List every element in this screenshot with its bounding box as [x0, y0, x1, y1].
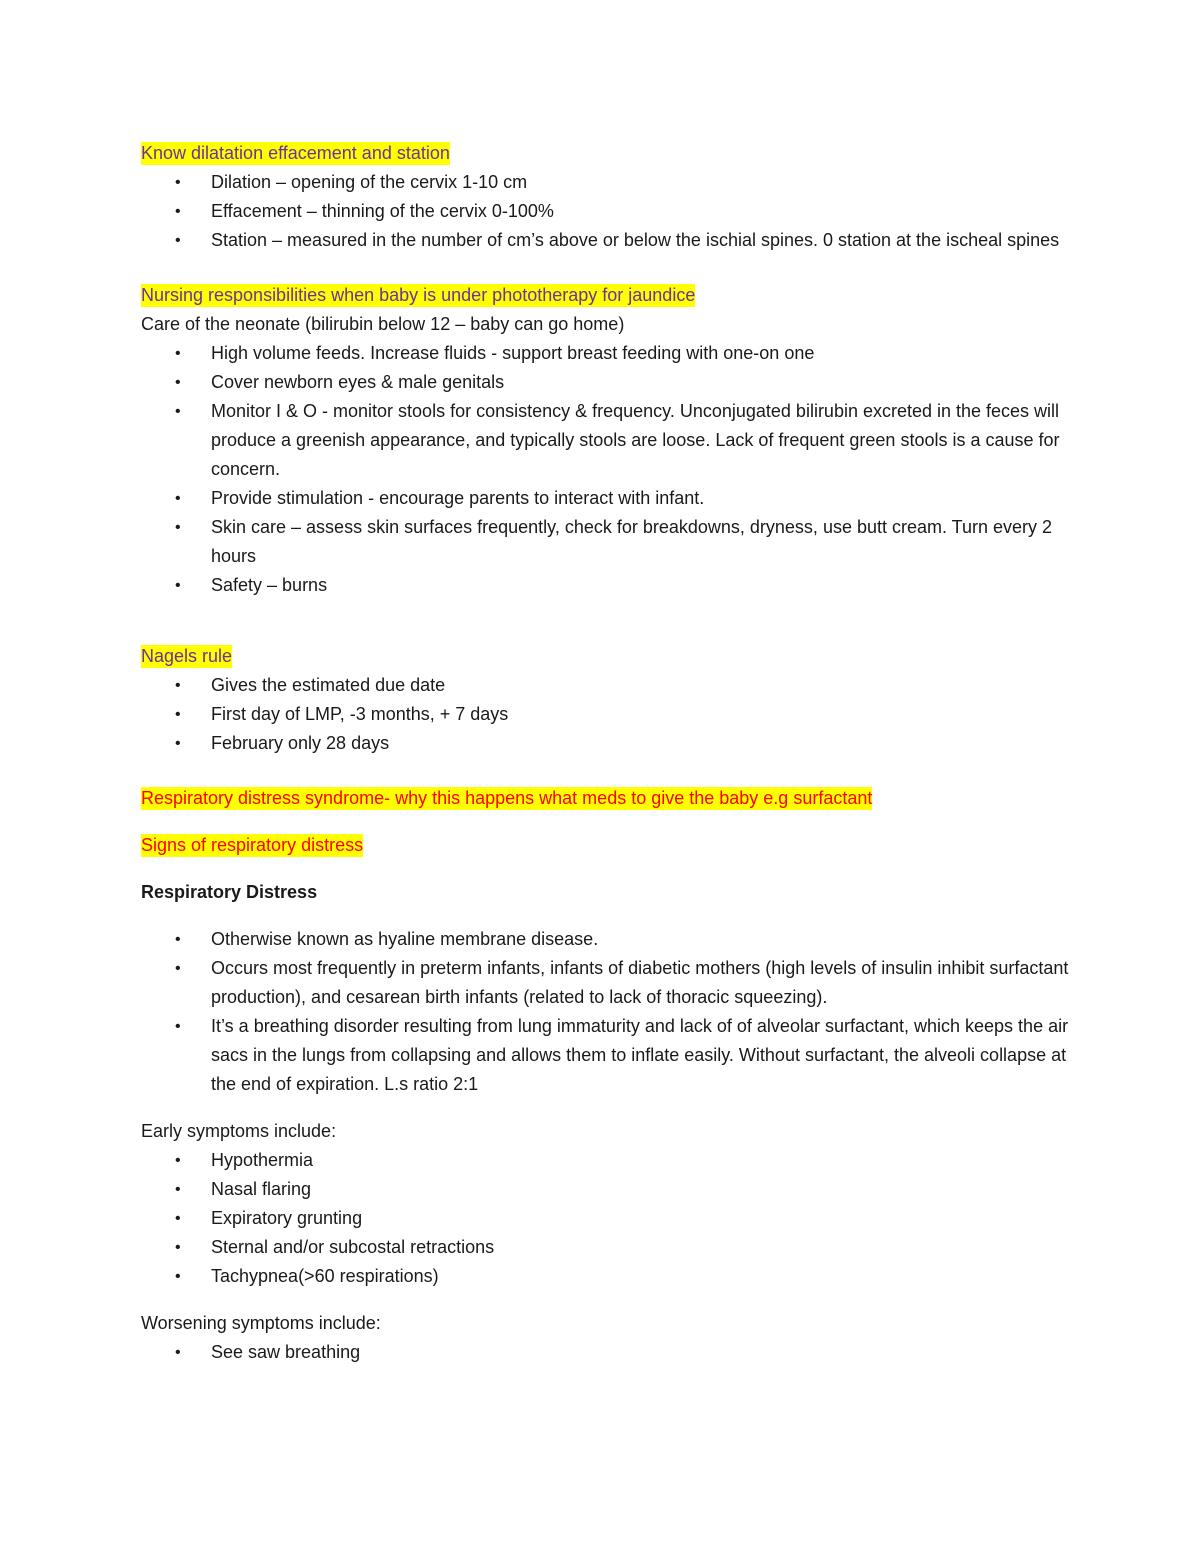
section-heading-nagels [141, 642, 1071, 671]
list-item [141, 368, 1071, 397]
list-item-text: See saw breathing [211, 1342, 361, 1362]
list-item [141, 1262, 1071, 1291]
list-item [141, 513, 1071, 571]
list-item [141, 729, 1071, 758]
worsening-symptoms-label: Worsening symptoms include: [141, 1313, 381, 1333]
list-item-text: February only 28 days [211, 733, 390, 753]
section-heading-rds-signs [141, 831, 1071, 860]
list-item-text: High volume feeds. Increase fluids - support breast feeding with one-on one [211, 343, 815, 363]
bullet-icon: • [175, 203, 181, 220]
highlighted-heading: Signs of respiratory distress [141, 835, 364, 855]
list-item-text: Hypothermia [211, 1150, 314, 1170]
list-item [141, 484, 1071, 513]
phototherapy-list [141, 339, 1071, 600]
list-item-text: It’s a breathing disorder resulting from lung immaturity and lack of of alveolar surfactant, which keeps the air sacs in the lungs from collapsing and allows them to inflate easily. Without surfactant, the alveoli collapse at the end of expiration. L.s ratio 2:1 [211, 1016, 1069, 1094]
list-item [141, 397, 1071, 484]
section-heading-rds [141, 784, 1071, 813]
nagels-list [141, 671, 1071, 758]
early-symptoms-list [141, 1146, 1071, 1291]
bullet-icon: • [175, 706, 181, 723]
list-item [141, 925, 1071, 954]
list-item [141, 571, 1071, 600]
rds-subheading: Respiratory Distress [141, 882, 318, 902]
list-item [141, 1175, 1071, 1204]
document-content [141, 139, 1071, 1367]
bullet-icon: • [175, 1181, 181, 1198]
bullet-icon: • [175, 960, 181, 977]
bullet-icon: • [175, 1239, 181, 1256]
list-item-text: Provide stimulation - encourage parents to interact with infant. [211, 488, 705, 508]
worsening-symptoms-list [141, 1338, 1071, 1367]
bullet-icon: • [175, 1018, 181, 1035]
list-item [141, 700, 1071, 729]
list-item-text: Sternal and/or subcostal retractions [211, 1237, 495, 1257]
list-item [141, 1338, 1071, 1367]
bullet-icon: • [175, 519, 181, 536]
bullet-icon: • [175, 174, 181, 191]
bullet-icon: • [175, 1210, 181, 1227]
list-item-text: Nasal flaring [211, 1179, 312, 1199]
bullet-icon: • [175, 577, 181, 594]
list-item-text: Effacement – thinning of the cervix 0-100% [211, 201, 554, 221]
bullet-icon: • [175, 345, 181, 362]
highlighted-heading: Know dilatation effacement and station [141, 143, 450, 163]
list-item-text: Monitor I & O - monitor stools for consistency & frequency. Unconjugated bilirubin excreted in the feces will produce a greenish appearance, and typically stools are loose. Lack of frequent green stools is a cause for concern. [211, 401, 1060, 479]
list-item [141, 1233, 1071, 1262]
list-item-text: Skin care – assess skin surfaces frequently, check for breakdowns, dryness, use butt cream. Turn every 2 hours [211, 517, 1053, 566]
bullet-icon: • [175, 403, 181, 420]
bullet-icon: • [175, 735, 181, 752]
list-item-text: Tachypnea(>60 respirations) [211, 1266, 439, 1286]
list-item [141, 339, 1071, 368]
list-item-text: Dilation – opening of the cervix 1-10 cm [211, 172, 528, 192]
bullet-icon: • [175, 490, 181, 507]
list-item-text: Station – measured in the number of cm’s above or below the ischial spines. 0 station at the ischeal spines [211, 230, 1060, 250]
bullet-icon: • [175, 931, 181, 948]
bullet-icon: • [175, 374, 181, 391]
list-item-text: Otherwise known as hyaline membrane disease. [211, 929, 599, 949]
section-heading-dilatation [141, 139, 1071, 168]
bullet-icon: • [175, 1344, 181, 1361]
list-item [141, 226, 1071, 255]
list-item [141, 1012, 1071, 1099]
phototherapy-intro: Care of the neonate (bilirubin below 12 – baby can go home) [141, 314, 625, 334]
bullet-icon: • [175, 232, 181, 249]
highlighted-heading: Respiratory distress syndrome- why this happens what meds to give the baby e.g surfactant [141, 788, 873, 808]
highlighted-heading: Nagels rule [141, 646, 233, 666]
list-item [141, 1204, 1071, 1233]
list-item-text: Occurs most frequently in preterm infants, infants of diabetic mothers (high levels of insulin inhibit surfactant production), and cesarean birth infants (related to lack of thoracic squeezing). [211, 958, 1069, 1007]
highlighted-heading: Nursing responsibilities when baby is under phototherapy for jaundice [141, 285, 696, 305]
bullet-icon: • [175, 1152, 181, 1169]
list-item-text: Cover newborn eyes & male genitals [211, 372, 505, 392]
list-item [141, 197, 1071, 226]
list-item [141, 168, 1071, 197]
bullet-icon: • [175, 1268, 181, 1285]
list-item [141, 1146, 1071, 1175]
dilatation-list [141, 168, 1071, 255]
rds-list [141, 925, 1071, 1099]
list-item [141, 671, 1071, 700]
list-item [141, 954, 1071, 1012]
early-symptoms-label: Early symptoms include: [141, 1121, 337, 1141]
list-item-text: Safety – burns [211, 575, 328, 595]
list-item-text: Expiratory grunting [211, 1208, 363, 1228]
bullet-icon: • [175, 677, 181, 694]
list-item-text: Gives the estimated due date [211, 675, 446, 695]
list-item-text: First day of LMP, -3 months, + 7 days [211, 704, 509, 724]
section-heading-phototherapy [141, 281, 1071, 310]
